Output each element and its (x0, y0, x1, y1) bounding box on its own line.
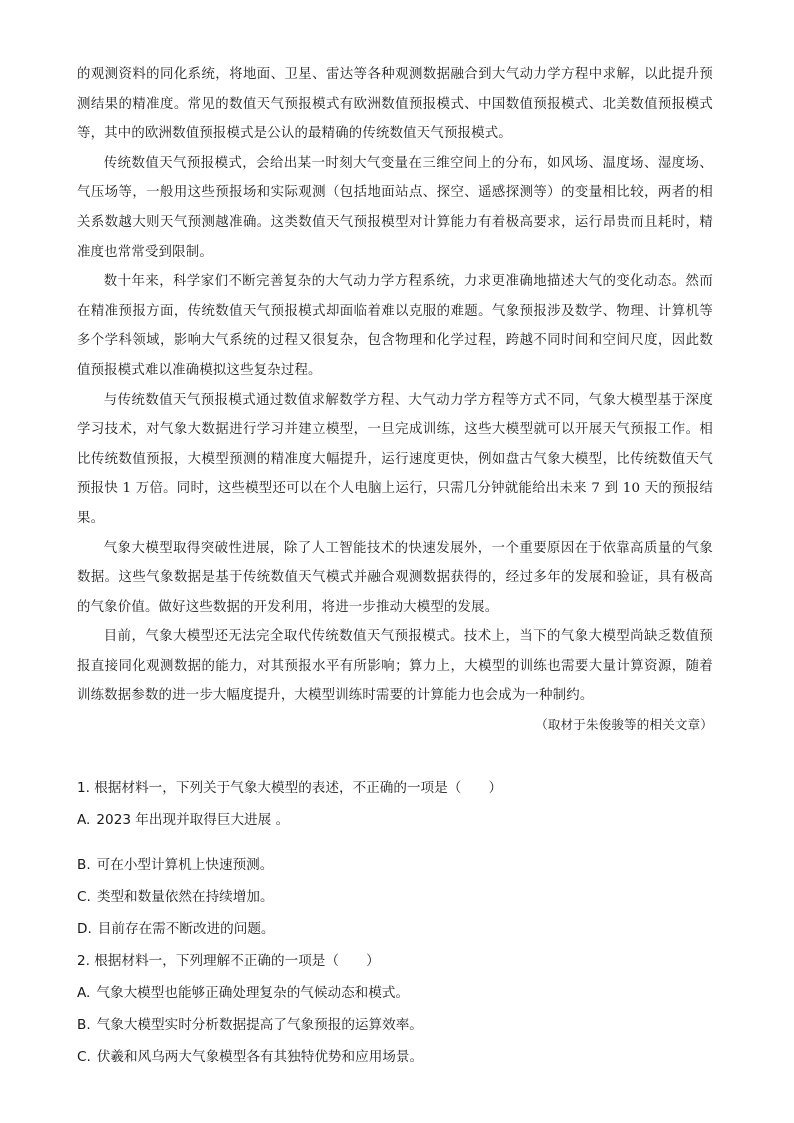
question-1-option-a (77, 808, 713, 853)
option-letter: B. (77, 1017, 91, 1033)
passage-paragraph-1: 的观测资料的同化系统，将地面、卫星、雷达等各种观测数据融合到大气动力学方程中求解，以此提升预测结果的精准度。常见的数值天气预报模式有欧洲数值预报模式、中国数值预报模式、北美数值预报模式等，其中的欧洲数值预报模式是公认的最精确的传统数值天气预报模式。 (77, 67, 713, 142)
option-letter: C. (77, 889, 91, 905)
option-text: 伏羲和风乌两大气象模型各有其独特优势和应用场景。 (96, 1049, 424, 1065)
passage-paragraph-5: 气象大模型取得突破性进展，除了人工智能技术的快速发展外，一个重要原因在于依靠高质量的气象数据。这些气象数据是基于传统数值天气模式并融合观测数据获得的，经过多年的发展和验证，具有极高的气象价值。做好这些数据的开发利用，将进一步推动大模型的发展。 (77, 540, 713, 615)
question-1-option-d (77, 917, 713, 949)
option-text: 气象大模型实时分析数据提高了气象预报的运算效率。 (96, 1017, 423, 1033)
option-letter: A. (77, 812, 91, 828)
passage-paragraph-3: 数十年来，科学家们不断完善复杂的大气动力学方程系统，力求更准确地描述大气的变化动态。然而在精准预报方面，传统数值天气预报模式却面临着难以克服的难题。气象预报涉及数学、物理、计算机等多个学科领域，影响大气系统的过程又很复杂，包含物理和化学过程，跨越不同时间和空间尺度，因此数值预报模式难以准确模拟这些复杂过程。 (77, 274, 713, 378)
question-2-option-a (77, 981, 713, 1013)
option-text: 目前存在需不断改进的问题。 (97, 921, 275, 937)
option-text: 气象大模型也能够正确处理复杂的气候动态和模式。 (96, 985, 410, 1001)
question-2-option-c (77, 1045, 713, 1077)
questions-section (77, 776, 713, 1077)
passage-paragraph-6: 目前，气象大模型还无法完全取代传统数值天气预报模式。技术上，当下的气象大模型尚缺乏数值预报直接同化观测数据的能力，对其预报水平有所影响；算力上，大模型的训练也需要大量计算资源，随着训练数据参数的进一步大幅度提升，大模型训练时需要的计算能力也会成为一种制约。 (77, 629, 713, 704)
option-letter: D. (77, 921, 92, 937)
passage-source: （取材于朱俊骏等的相关文章） (535, 717, 713, 733)
option-text: 类型和数量依然在持续增加。 (96, 889, 274, 905)
option-letter: A. (77, 985, 91, 1001)
option-letter: C. (77, 1049, 91, 1065)
option-text: 可在小型计算机上快速预测。 (96, 857, 274, 873)
passage-paragraph-2: 传统数值天气预报模式，会给出某一时刻大气变量在三维空间上的分布，如风场、温度场、湿度场、气压场等，一般用这些预报场和实际观测（包括地面站点、探空、遥感探测等）的变量相比较，两者的相关系数越大则天气预测越准确。这类数值天气预报模型对计算能力有着极高要求，运行昂贵而且耗时，精准度也常常受到限制。 (77, 155, 713, 260)
question-1-option-b (77, 853, 713, 885)
question-2-stem: 2. 根据材料一，下列理解不正确的一项是（ ） (77, 953, 380, 969)
question-1-stem: 1. 根据材料一，下列关于气象大模型的表述，不正确的一项是（ ） (77, 780, 503, 796)
reading-passage (77, 60, 713, 739)
question-1-option-c (77, 885, 713, 917)
option-text: 2023 年出现并取得巨大进展 。 (96, 812, 290, 828)
question-2-option-b (77, 1013, 713, 1045)
option-letter: B. (77, 857, 91, 873)
passage-paragraph-4: 与传统数值天气预报模式通过数值求解数学方程、大气动力学方程等方式不同，气象大模型基于深度学习技术，对气象大数据进行学习并建立模型，一旦完成训练，这些大模型就可以开展天气预报工作。相比传统数值预报，大模型预测的精准度大幅提升，运行速度更快，例如盘古气象大模型，比传统数值天气预报快 1 万倍。同时，这些模型还可以在个人电脑上运行，只需几分钟就能给出未来 7 到 10 天的预报结果。 (77, 392, 713, 526)
